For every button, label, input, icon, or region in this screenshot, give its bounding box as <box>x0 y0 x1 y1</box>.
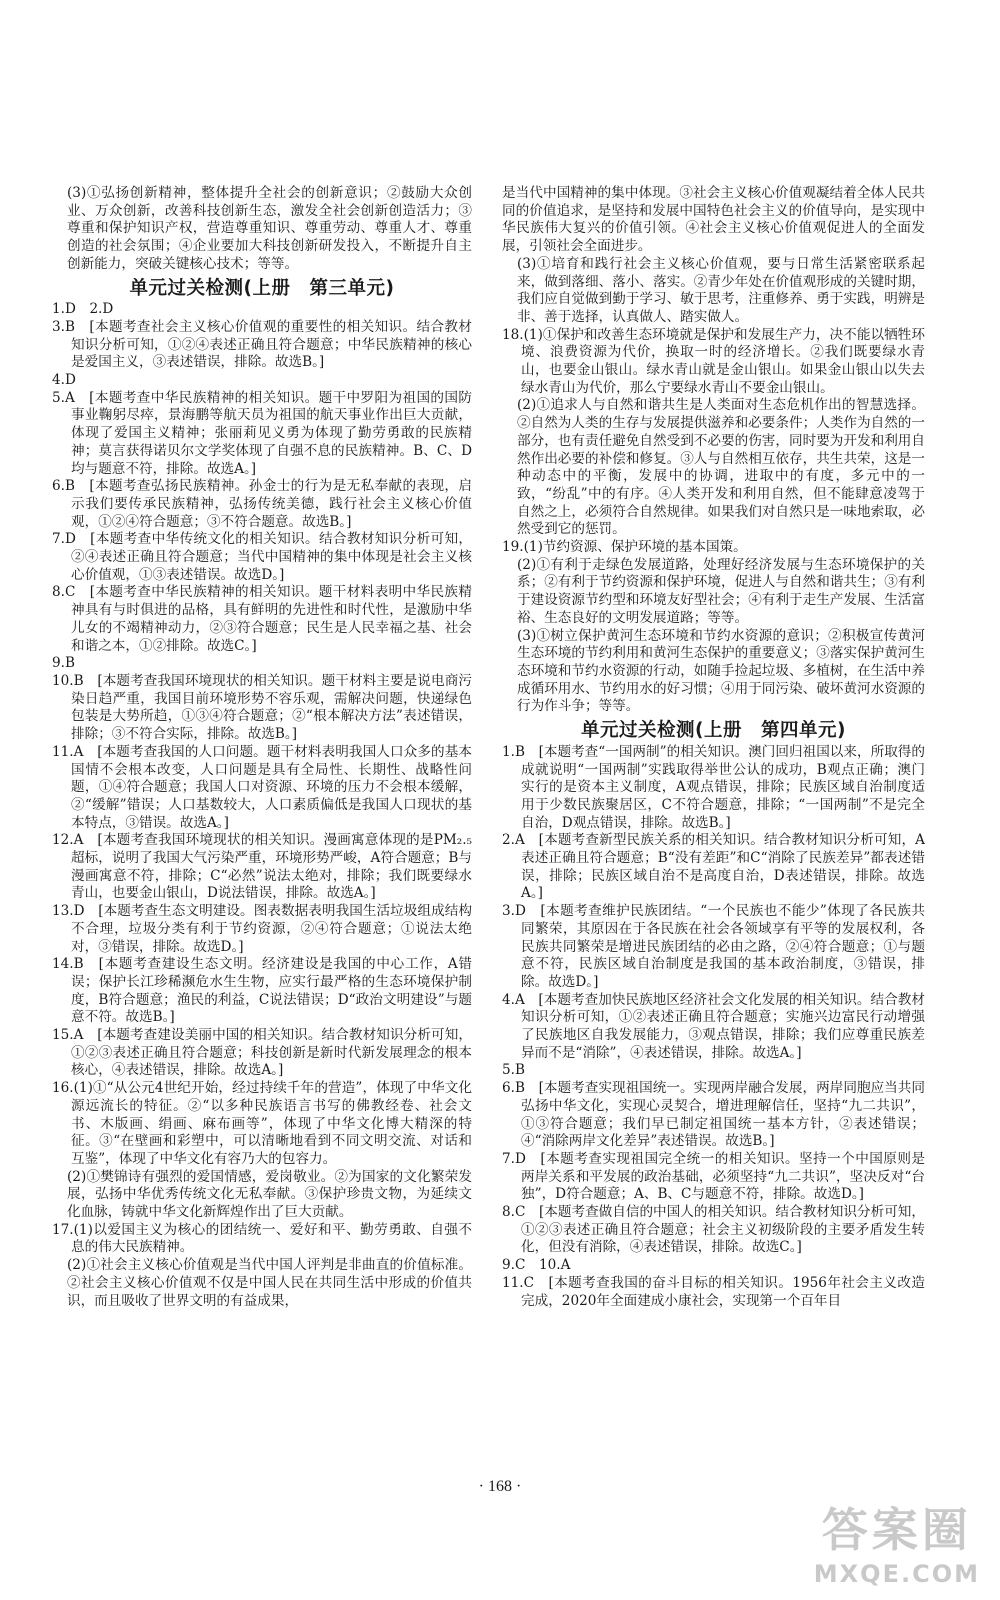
answer-item: 15.A [本题考查建设美丽中国的相关知识。结合教材知识分析可知，①②③表述正确且符合题意；科技创新是新时代新发展理念的根本核心，④表述错误，排除。故选A。] <box>52 1027 472 1079</box>
answer-item: 2.A [本题考查新型民族关系的相关知识。结合教材知识分析可知，A表述正确且符合题意；B“没有差距”和C“消除了民族差异”都表述错误，排除；民族区域自治不是高度自治，D表述错误，排除。故选A。] <box>502 832 925 902</box>
answer-item: 5.B <box>502 1062 525 1079</box>
answer-item: 6.B [本题考查实现祖国统一。实现两岸融合发展，两岸同胞应当共同弘扬中华文化，实现心灵契合，增进理解信任，坚持“九二共识”，①③符合题意；我们早已制定祖国统一基本方针，②表述错误；④“消除两岸文化差异”表述错误。故选B。] <box>502 1080 925 1150</box>
page-number: · 168 · <box>478 1478 522 1495</box>
answer-item: 16.(1)①“从公元4世纪开始，经过持续千年的营造”，体现了中华文化源远流长的特征。②“以多种民族语言书写的佛教经卷、社会文书、木版画、绢画、麻布画等”，体现了中华文化博大精深的特征。③“在壁画和彩塑中，可以清晰地看到不同文明交流、对话和互鉴”，体现了中华文化有容乃大的包容力。 <box>52 1080 472 1167</box>
watermark-url: MXQE.COM <box>813 1560 980 1588</box>
answer-item: 12.A [本题考查我国环境现状的相关知识。漫画寓意体现的是PM₂.₅超标，说明了我国大气污染严重，环境形势严峻，A符合题意；B与漫画寓意不符，排除；C“必然”说法太绝对，排除；我们既要绿水青山，也要金山银山，D说法错误，排除。故选A。] <box>52 832 472 902</box>
paragraph: 是当代中国精神的集中体现。③社会主义核心价值观凝结着全体人民共同的价值追求，是坚持和发展中国特色社会主义的价值导向，是实现中华民族伟大复兴的价值引领。④社会主义核心价值观促进人的全面发展，引领社会全面进步。 <box>502 185 925 255</box>
answer-item: 13.D [本题考查生态文明建设。图表数据表明我国生活垃圾组成结构不合理，垃圾分类有利于节约资源，②④符合题意；①说法太绝对，③错误，排除。故选D。] <box>52 903 472 955</box>
paragraph: (2)①追求人与自然和谐共生是人类面对生态危机作出的智慧选择。②自然为人类的生存与发展提供滋养和必要条件；人类作为自然的一部分，也有责任避免自然受到不必要的伤害，同时要为开发和利用自然作出必要的补偿和修复。③人与自然相互依存，共生共荣，这是一种动态中的平衡，发展中的协调，进取中的有度，多元中的一致，“纷乱”中的有序。④人类开发和利用自然，但不能肆意凌驾于自然之上，必须符合自然规律。如果我们对自然只是一味地索取，必然受到它的惩罚。 <box>517 397 925 538</box>
answer-item: 7.D [本题考查中华传统文化的相关知识。结合教材知识分析可知，②④表述正确且符合题意；当代中国精神的集中体现是社会主义核心价值观，①③表述错误。故选D。] <box>52 531 472 583</box>
section-heading: 单元过关检测(上册 第四单元) <box>581 720 846 742</box>
section-heading: 单元过关检测(上册 第三单元) <box>129 277 395 299</box>
answer-item: (2)①樊锦诗有强烈的爱国情感，爱岗敬业。②为国家的文化繁荣发展，弘扬中华优秀传统文化无私奉献。③保护珍贵文物，为延续文化血脉，铸就中华文化新辉煌作出了巨大贡献。 <box>67 1168 472 1221</box>
answer-item: 11.C [本题考查我国的奋斗目标的相关知识。1956年社会主义改造完成，2020年全面建成小康社会，实现第一个百年目 <box>502 1274 925 1309</box>
paragraph: (3)①培育和践行社会主义核心价值观，要与日常生活紧密联系起来，做到落细、落小、落实。②青少年处在价值观形成的关键时期，我们应自觉做到勤于学习、敏于思考，注重修养、勇于实践，明辨是非、善于选择，认真做人、踏实做人。 <box>517 255 925 325</box>
answer-item: 5.A [本题考查中华民族精神的相关知识。题干中罗阳为祖国的国防事业鞠躬尽瘁，景海鹏等航天员为祖国的航天事业作出巨大贡献，体现了爱国主义精神；张丽莉见义勇为体现了勤劳勇敢的民族精神；莫言获得诺贝尔文学奖体现了自强不息的民族精神。B、C、D均与题意不符，排除。故选A。] <box>52 389 472 477</box>
answer-item: 14.B [本题考查建设生态文明。经济建设是我国的中心工作，A错误；保护长江珍稀濒危水生生物，应实行最严格的生态环境保护制度，B符合题意；渔民的利益，C说法错误；D“政治文明建设”与题意不符。故选B。] <box>52 956 472 1026</box>
answer-item: 6.B [本题考查弘扬民族精神。孙金士的行为是无私奉献的表现，启示我们要传承民族精神，弘扬传统美德，践行社会主义核心价值观，①②④符合题意；③不符合题意。故选B。] <box>52 478 472 530</box>
left-column <box>52 185 472 1310</box>
answer-item: 19.(1)节约资源、保护环境的基本国策。 <box>502 539 747 556</box>
answer-item: 3.D [本题考查维护民族团结。“一个民族也不能少”体现了各民族共同繁荣，其原因在于各民族在社会各领域享有平等的发展权利，各民族共同繁荣是增进民族团结的必由之路，②④符合题意；①与题意不符，民族区域自治制度是我国的基本政治制度，③错误，排除。故选D。] <box>502 903 925 990</box>
watermark-text: 答案圈 <box>821 1503 972 1557</box>
watermark-logo <box>814 1494 980 1588</box>
right-column <box>502 185 925 1310</box>
answer-item: 8.C [本题考查做自信的中国人的相关知识。结合教材知识分析可知，①②③表述正确且符合题意；社会主义初级阶段的主要矛盾发生转化，但没有消除，④表述错误，排除。故选C。] <box>502 1204 925 1256</box>
paragraph: (3)①树立保护黄河生态环境和节约水资源的意识；②积极宣传黄河生态环境的节约利用和黄河生态保护的重要意义；③落实保护黄河生态环境和节约水资源的行动，如随手捡起垃圾、多植树，在生活中养成循环用水、节约用水的好习惯；④用于同污染、破坏黄河水资源的行为作斗争；等等。 <box>517 627 925 715</box>
answer-item: 17.(1)以爱国主义为核心的团结统一、爱好和平、勤劳勇敢、自强不息的伟大民族精神。 <box>52 1221 472 1256</box>
answer-item: 4.D <box>52 372 76 389</box>
answer-item: (2)①社会主义核心价值观是当代中国人评判是非曲直的价值标准。②社会主义核心价值观不仅是中国人民在共同生活中形成的价值共识，而且吸收了世界文明的有益成果， <box>67 1257 472 1309</box>
answer-item: 1.D 2.D <box>52 301 114 318</box>
answer-item: 11.A [本题考查我国的人口问题。题干材料表明我国人口众多的基本国情不会根本改变，人口问题是具有全局性、长期性、战略性问题，①④符合题意；我国人口对资源、环境的压力不会根本缓解，②“缓解”错误；人口基数较大，人口素质偏低是我国人口现状的基本特点，③错误。故选A。] <box>52 743 472 831</box>
answer-item: 10.B [本题考查我国环境现状的相关知识。题干材料主要是说电商污染日趋严重，我国目前环境形势不容乐观，需解决问题，快递绿色包装是大势所趋，①③④符合题意；②“根本解决方法”表述错误，排除；③不符合实际，排除。故选B。] <box>52 672 472 743</box>
paragraph: (2)①有利于走绿色发展道路，处理好经济发展与生态环境保护的关系；②有利于节约资源和保护环境，促进人与自然和谐共生；③有利于建设资源节约型和环境友好型社会；④有利于走生产发展、生活富裕、生态良好的文明发展道路；等等。 <box>517 556 925 626</box>
answer-item: 18.(1)①保护和改善生态环境就是保护和发展生产力，决不能以牺牲环境、浪费资源为代价，换取一时的经济增长。②我们既要绿水青山，也要金山银山。绿水青山就是金山银山。如果金山银山以失去绿水青山为代价，那么宁要绿水青山不要金山银山。 <box>502 326 925 396</box>
paragraph: (3)①弘扬创新精神，整体提升全社会的创新意识；②鼓励大众创业、万众创新，改善科技创新生态，激发全社会创新创造活力；③尊重和保护知识产权，营造尊重知识、尊重劳动、尊重人才、尊重创造的社会氛围；④企业要加大科技创新研发投入，不断提升自主创新能力，突破关键核心技术；等等。 <box>67 185 472 272</box>
answer-item: 7.D [本题考查实现祖国完全统一的相关知识。坚持一个中国原则是两岸关系和平发展的政治基础，必须坚持“九二共识”，坚决反对“台独”，D符合题意；A、B、C与题意不符，排除。故选D。] <box>502 1150 925 1203</box>
answer-item: 9.C 10.A <box>502 1257 571 1274</box>
answer-item: 9.B <box>52 655 75 672</box>
answer-item: 4.A [本题考查加快民族地区经济社会文化发展的相关知识。结合教材知识分析可知，①②表述正确且符合题意；实施兴边富民行动增强了民族地区自我发展能力，③观点错误，排除；我们应尊重民族差异而不是“消除”，④表述错误，排除。故选A。] <box>502 991 925 1061</box>
answer-item: 3.B [本题考查社会主义核心价值观的重要性的相关知识。结合教材知识分析可知，①②④表述正确且符合题意；中华民族精神的核心是爱国主义，③表述错误，排除。故选B。] <box>52 318 472 371</box>
answer-item: 8.C [本题考查中华民族精神的相关知识。题干材料表明中华民族精神具有与时俱进的品格，具有鲜明的先进性和时代性，是激励中华儿女的不竭精神动力，②③符合题意；民生是人民幸福之基、社会和谐之本，①②排除。故选C。] <box>52 584 472 654</box>
answer-item: 1.B [本题考查“一国两制”的相关知识。澳门回归祖国以来，所取得的成就说明“一国两制”实践取得举世公认的成功，B观点正确；澳门实行的是资本主义制度，A观点错误，排除；民族区域自治制度适用于少数民族聚居区，C不符合题意，排除；“一国两制”不是完全自治，D观点错误，排除。故选B。] <box>502 743 925 831</box>
